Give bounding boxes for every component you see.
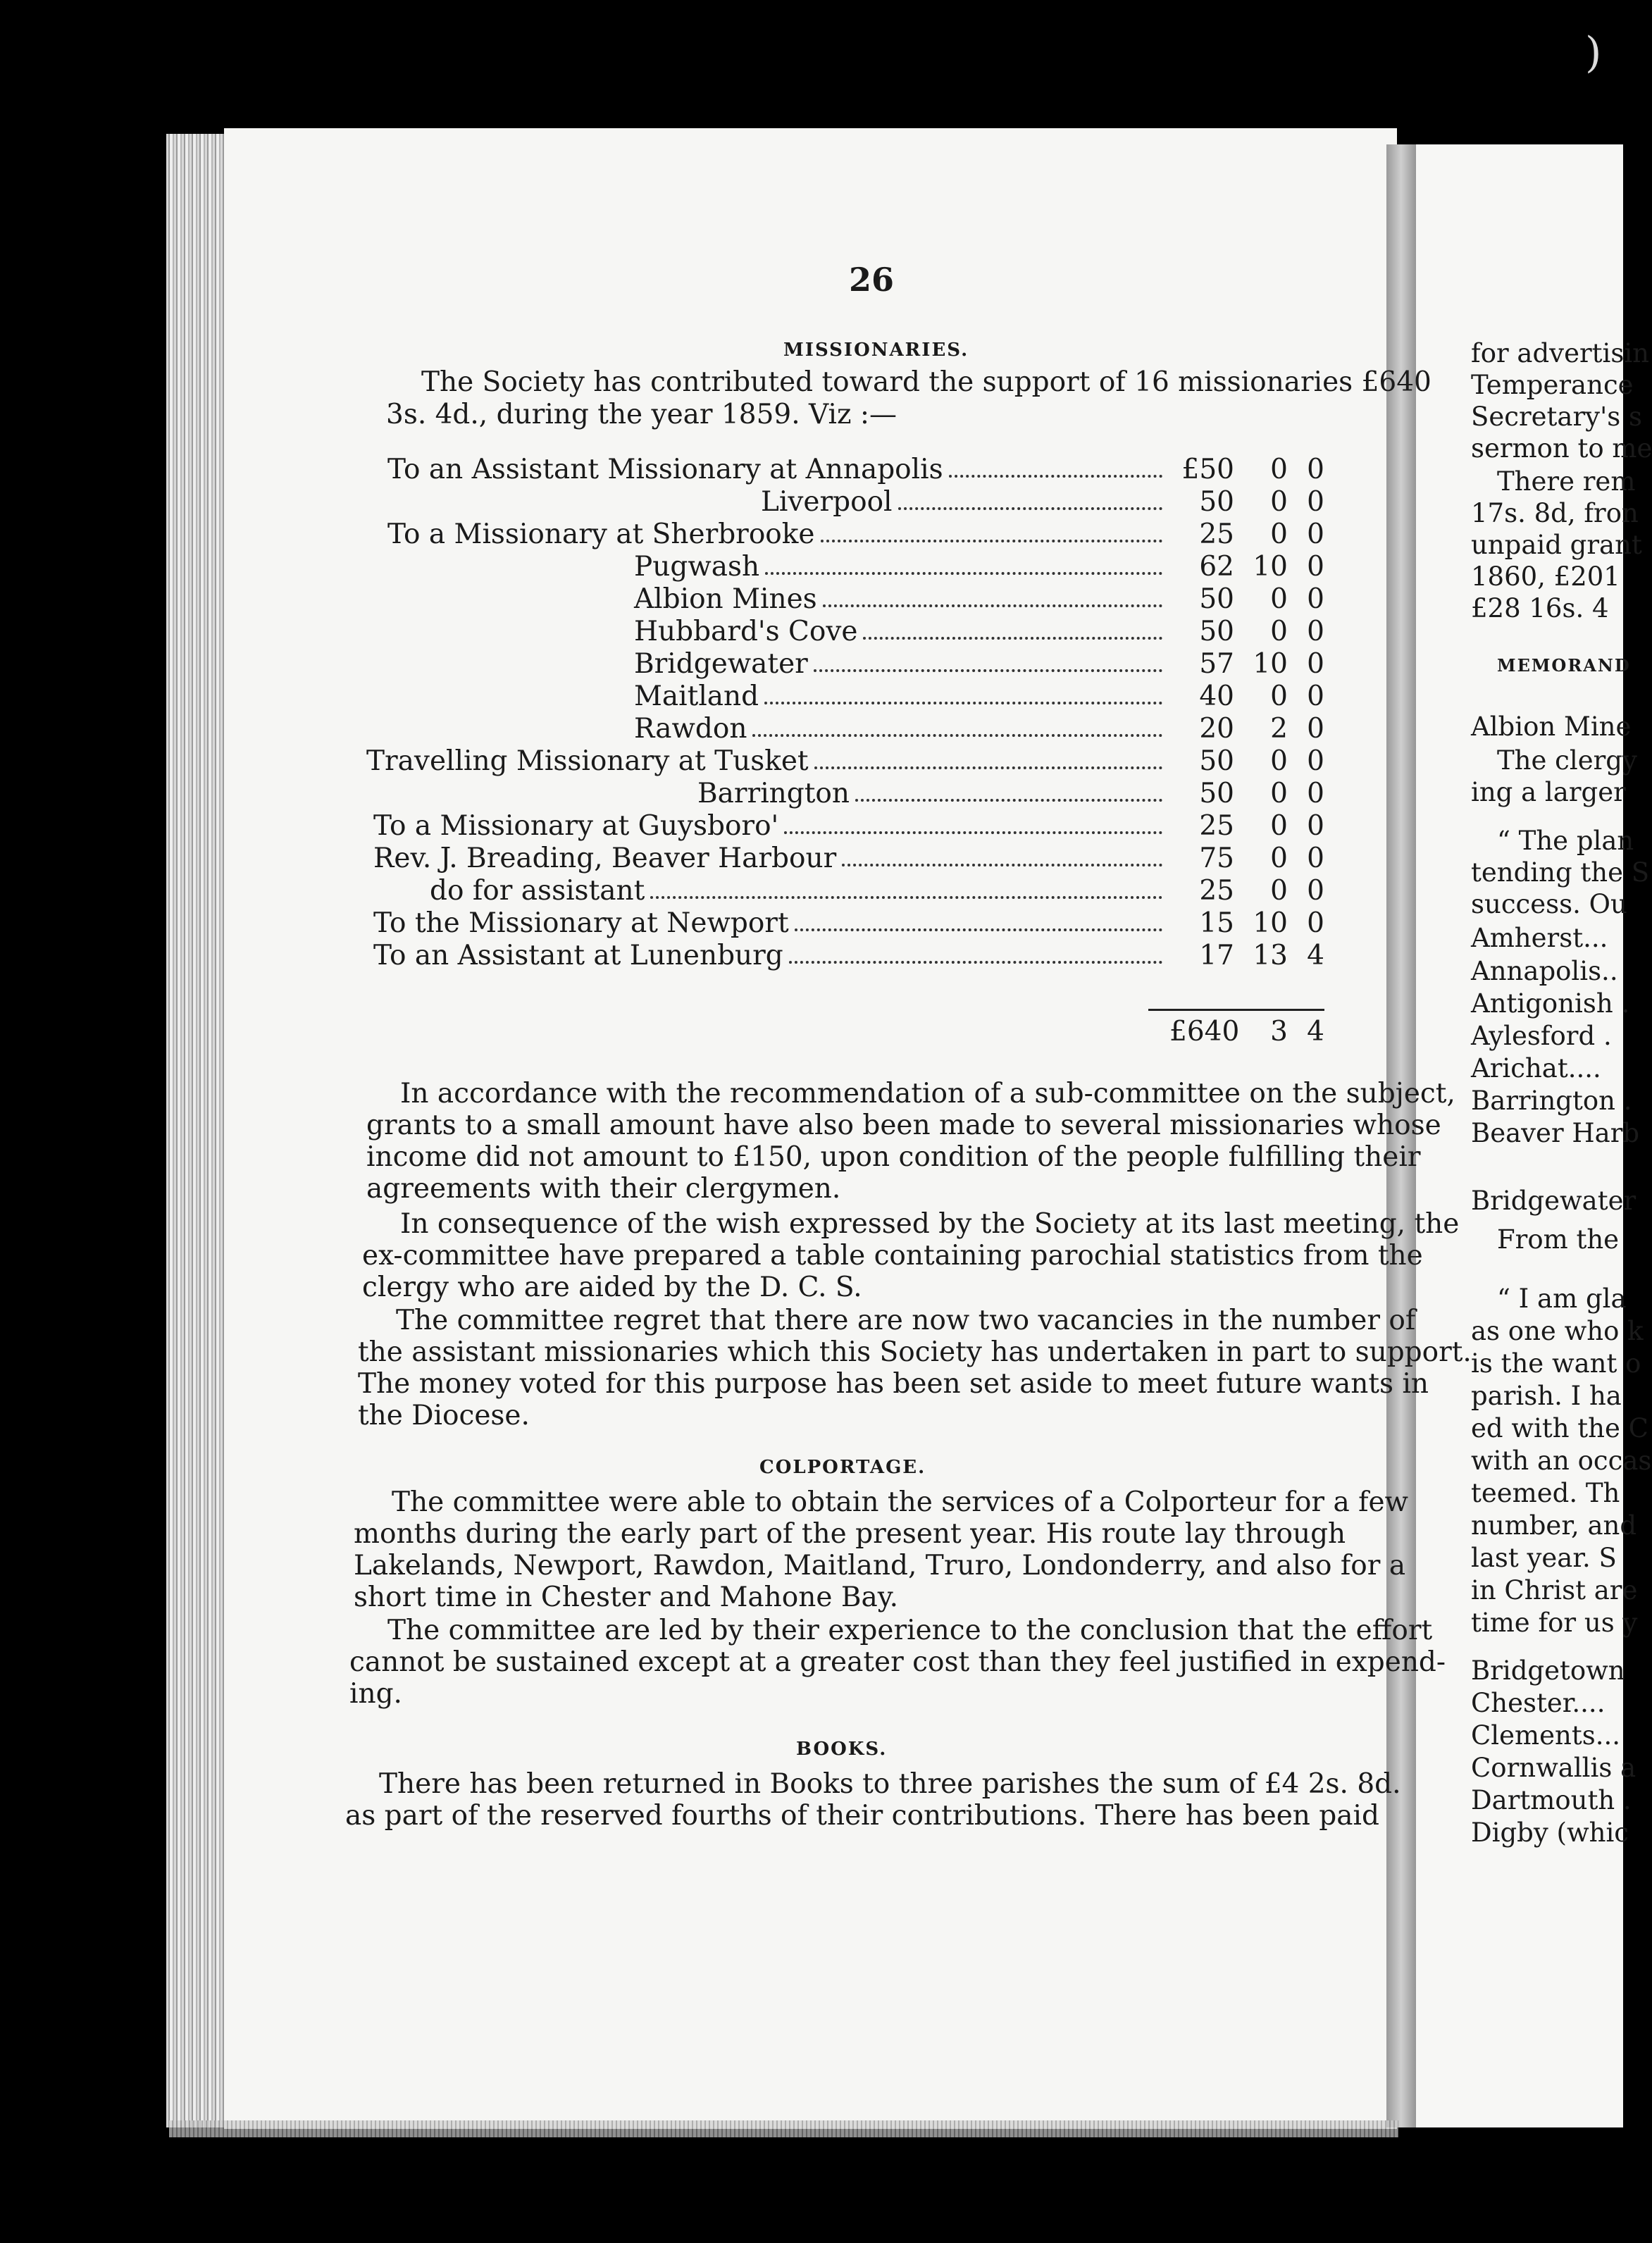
- ledger-row-label: Albion Mines: [634, 583, 817, 615]
- ledger-pounds: 25: [1199, 810, 1234, 842]
- leader-dots: [814, 748, 1162, 769]
- ledger-row: [366, 713, 1339, 745]
- right-page-line: Digby (whic: [1471, 1818, 1629, 1848]
- leader-dots: [795, 910, 1162, 931]
- right-page-line: last year. S: [1471, 1543, 1617, 1573]
- books-line-2: as part of the reserved fourths of their contributions. There has been paid: [345, 1800, 1379, 1832]
- ledger-pounds: 50: [1199, 583, 1234, 615]
- paragraph-1-line-2: grants to a small amount have also been made to several missionaries whose: [366, 1110, 1441, 1141]
- right-page-line: Annapolis..: [1471, 956, 1618, 986]
- right-page-line: time for us y: [1471, 1608, 1638, 1638]
- ledger-shillings: 0: [1270, 583, 1288, 615]
- ledger-pence: 0: [1307, 583, 1324, 615]
- right-page-line: Clements...: [1471, 1720, 1620, 1751]
- ledger-pence: 0: [1307, 810, 1324, 842]
- leader-dots: [650, 878, 1162, 899]
- total-shillings: 3: [1270, 1016, 1288, 1048]
- colportage-p1-line-3: Lakelands, Newport, Rawdon, Maitland, Truro, Londonderry, and also for a: [354, 1550, 1406, 1582]
- leader-dots: [764, 683, 1162, 704]
- total-pence: 4: [1307, 1016, 1324, 1048]
- right-page-line: ing a larger: [1471, 777, 1626, 807]
- ledger-row-label: Rev. J. Breading, Beaver Harbour: [373, 843, 837, 874]
- ledger-shillings: 0: [1270, 843, 1288, 874]
- paragraph-1-line-1: In accordance with the recommendation of a sub-committee on the subject,: [400, 1078, 1455, 1110]
- ledger-row-label: To the Missionary at Newport: [373, 907, 789, 939]
- ledger-row: [366, 454, 1339, 486]
- ledger-shillings: 0: [1270, 745, 1288, 777]
- ledger-pence: 0: [1307, 454, 1324, 485]
- ledger-shillings: 0: [1270, 486, 1288, 518]
- ledger-pounds: 25: [1199, 518, 1234, 550]
- ledger-pounds: £50: [1181, 454, 1234, 485]
- ledger-pounds: 62: [1199, 551, 1234, 583]
- ledger-pence: 0: [1307, 681, 1324, 712]
- right-page-line: for advertisin: [1471, 338, 1650, 368]
- ledger-row: [366, 648, 1339, 681]
- ledger-row: [366, 810, 1339, 843]
- ledger-shillings: 10: [1253, 648, 1288, 680]
- paragraph-2-line-1: In consequence of the wish expressed by the Society at its last meeting, the: [400, 1208, 1460, 1240]
- ledger-total-row: [366, 1016, 1339, 1048]
- books-line-1: There has been returned in Books to three parishes the sum of £4 2s. 8d.: [379, 1768, 1401, 1800]
- ledger-shillings: 10: [1253, 907, 1288, 939]
- right-page-line: is the want o: [1471, 1348, 1641, 1379]
- right-page-line: The clergy: [1497, 745, 1637, 776]
- right-page-line: Cornwallis a: [1471, 1753, 1637, 1783]
- paragraph-3-line-1: The committee regret that there are now two vacancies in the number of: [396, 1305, 1416, 1336]
- ledger-row: [366, 616, 1339, 648]
- right-page-line: Barrington .: [1471, 1086, 1632, 1116]
- paragraph-2-line-2: ex-committee have prepared a table containing parochial statistics from the: [362, 1240, 1423, 1272]
- ledger-shillings: 13: [1253, 940, 1288, 971]
- leader-dots: [789, 943, 1162, 964]
- ledger-row: [366, 778, 1339, 810]
- page-bottom-edge: [169, 2120, 1398, 2137]
- right-page-line: in Christ are: [1471, 1575, 1638, 1605]
- ledger-row-label: To a Missionary at Sherbrooke: [387, 518, 815, 550]
- right-page-line: number, and: [1471, 1510, 1637, 1541]
- ledger-shillings: 10: [1253, 551, 1288, 583]
- total-rule: [1148, 1009, 1324, 1011]
- colportage-p2-line-2: cannot be sustained except at a greater cost than they feel justified in expend-: [349, 1646, 1446, 1678]
- ledger-row-label: Bridgewater: [634, 648, 808, 680]
- ledger-pence: 0: [1307, 648, 1324, 680]
- ledger-pence: 0: [1307, 518, 1324, 550]
- right-page-heading: MEMORAND: [1497, 655, 1631, 676]
- right-page-line: sermon to me: [1471, 433, 1652, 464]
- right-page-line: Secretary's s: [1471, 402, 1642, 432]
- ledger-row: [366, 518, 1339, 551]
- right-page-line: Dartmouth .: [1471, 1785, 1632, 1815]
- ledger-row: [366, 681, 1339, 713]
- ledger-pence: 4: [1307, 940, 1324, 971]
- leader-dots: [898, 489, 1162, 510]
- right-page-line: 1860, £201: [1471, 561, 1620, 592]
- ledger-row-label: Rawdon: [634, 713, 747, 745]
- ledger-row-label: Travelling Missionary at Tusket: [366, 745, 809, 777]
- leader-dots: [842, 845, 1162, 866]
- ledger-shillings: 0: [1270, 778, 1288, 809]
- right-page-line: There rem: [1497, 466, 1636, 497]
- paragraph-3-line-2: the assistant missionaries which this Society has undertaken in part to support.: [358, 1336, 1472, 1368]
- ledger-pounds: 50: [1199, 778, 1234, 809]
- ledger-pounds: 50: [1199, 616, 1234, 647]
- ledger-row-label: do for assistant: [430, 875, 645, 907]
- right-page-line: Antigonish .: [1471, 988, 1630, 1019]
- ledger-pence: 0: [1307, 745, 1324, 777]
- right-page-line: From the: [1497, 1224, 1620, 1255]
- ledger-pounds: 25: [1199, 875, 1234, 907]
- leader-dots: [863, 619, 1162, 640]
- colportage-p1-line-2: months during the early part of the present year. His route lay through: [354, 1518, 1346, 1550]
- ledger-pence: 0: [1307, 907, 1324, 939]
- right-page-line: with an occas: [1471, 1446, 1652, 1476]
- ledger-pounds: 15: [1199, 907, 1234, 939]
- ledger-row: [366, 583, 1339, 616]
- ledger-shillings: 2: [1270, 713, 1288, 745]
- paragraph-1-line-3: income did not amount to £150, upon condition of the people fulfilling their: [366, 1141, 1421, 1173]
- ledger-pence: 0: [1307, 486, 1324, 518]
- right-page-line: £28 16s. 4: [1471, 593, 1609, 623]
- ledger-row-label: To a Missionary at Guysboro': [373, 810, 779, 842]
- ledger-shillings: 0: [1270, 454, 1288, 485]
- ledger-row: [366, 875, 1339, 907]
- right-page-line: “ The plan: [1497, 826, 1634, 856]
- right-page-line: Arichat....: [1471, 1053, 1601, 1083]
- right-page-line: “ I am gla: [1497, 1284, 1627, 1314]
- right-page-line: teemed. Th: [1471, 1478, 1620, 1508]
- leader-dots: [823, 586, 1162, 607]
- ledger-pounds: 17: [1199, 940, 1234, 971]
- ledger-pounds: 57: [1199, 648, 1234, 680]
- scan-corner-mark: ): [1585, 28, 1602, 77]
- leader-dots: [821, 521, 1162, 542]
- leader-dots: [855, 781, 1162, 802]
- right-page-line: Bridgewater: [1471, 1186, 1637, 1216]
- right-page-line: ed with the C: [1471, 1413, 1648, 1443]
- colportage-p1-line-1: The committee were able to obtain the services of a Colporteur for a few: [392, 1486, 1409, 1518]
- book-page-edges: [166, 134, 231, 2127]
- ledger-pounds: 20: [1199, 713, 1234, 745]
- ledger-row-label: Liverpool: [761, 486, 893, 518]
- ledger-pence: 0: [1307, 551, 1324, 583]
- paragraph-3-line-3: The money voted for this purpose has been set aside to meet future wants in: [358, 1368, 1429, 1400]
- right-page-line: Amherst...: [1471, 923, 1608, 953]
- ledger-row: [366, 486, 1339, 518]
- ledger-row: [366, 551, 1339, 583]
- ledger-row-label: To an Assistant at Lunenburg: [373, 940, 783, 971]
- ledger-row: [366, 907, 1339, 940]
- leader-dots: [784, 813, 1162, 834]
- ledger-shillings: 0: [1270, 616, 1288, 647]
- ledger-pence: 0: [1307, 778, 1324, 809]
- missionaries-intro-line-1: The Society has contributed toward the support of 16 missionaries £640: [421, 366, 1431, 398]
- paragraph-2-line-3: clergy who are aided by the D. C. S.: [362, 1272, 862, 1303]
- right-page-line: parish. I ha: [1471, 1381, 1622, 1411]
- ledger-row: [366, 843, 1339, 875]
- paragraph-3-line-4: the Diocese.: [358, 1400, 530, 1431]
- ledger-row: [366, 940, 1339, 972]
- leader-dots: [949, 456, 1162, 478]
- ledger-row-label: Hubbard's Cove: [634, 616, 858, 647]
- leader-dots: [814, 651, 1162, 672]
- ledger-pence: 0: [1307, 616, 1324, 647]
- right-page-line: Albion Mine: [1471, 712, 1632, 742]
- colportage-p2-line-3: ing.: [349, 1678, 402, 1710]
- right-page-line: Chester....: [1471, 1688, 1606, 1718]
- right-page-line: Bridgetown: [1471, 1655, 1625, 1686]
- ledger-pounds: 50: [1199, 486, 1234, 518]
- ledger-pounds: 50: [1199, 745, 1234, 777]
- colportage-p2-line-1: The committee are led by their experience to the conclusion that the effort: [387, 1615, 1433, 1646]
- right-page-line: 17s. 8d, fron: [1471, 498, 1639, 528]
- leader-dots: [765, 554, 1162, 575]
- right-page-line: success. Ou: [1471, 889, 1627, 919]
- ledger-row-label: Maitland: [634, 681, 759, 712]
- ledger-pence: 0: [1307, 713, 1324, 745]
- ledger-pounds: 75: [1199, 843, 1234, 874]
- paragraph-1-line-4: agreements with their clergymen.: [366, 1173, 841, 1205]
- ledger-pence: 0: [1307, 875, 1324, 907]
- missionaries-heading: MISSIONARIES.: [783, 340, 969, 361]
- right-page-line: Beaver Harb: [1471, 1118, 1640, 1148]
- right-page-line: unpaid grant: [1471, 530, 1642, 560]
- ledger-shillings: 0: [1270, 518, 1288, 550]
- ledger-shillings: 0: [1270, 875, 1288, 907]
- ledger-row: [366, 745, 1339, 778]
- ledger-row-label: To an Assistant Missionary at Annapolis: [387, 454, 943, 485]
- right-page-line: tending the S: [1471, 857, 1650, 888]
- colportage-heading: COLPORTAGE.: [759, 1457, 926, 1478]
- leader-dots: [752, 716, 1162, 737]
- right-page-line: as one who k: [1471, 1316, 1644, 1346]
- page-number: 26: [849, 261, 895, 299]
- ledger-shillings: 0: [1270, 681, 1288, 712]
- right-page-line: Aylesford .: [1471, 1021, 1612, 1051]
- missionaries-intro-line-2: 3s. 4d., during the year 1859. Viz :—: [386, 399, 898, 430]
- books-heading: BOOKS.: [796, 1739, 888, 1760]
- ledger-row-label: Barrington: [697, 778, 850, 809]
- ledger-shillings: 0: [1270, 810, 1288, 842]
- right-page-line: Temperance: [1471, 370, 1634, 400]
- colportage-p1-line-4: short time in Chester and Mahone Bay.: [354, 1582, 899, 1613]
- total-pounds: £640: [1169, 1016, 1240, 1048]
- ledger-row-label: Pugwash: [634, 551, 760, 583]
- ledger-pence: 0: [1307, 843, 1324, 874]
- ledger-pounds: 40: [1199, 681, 1234, 712]
